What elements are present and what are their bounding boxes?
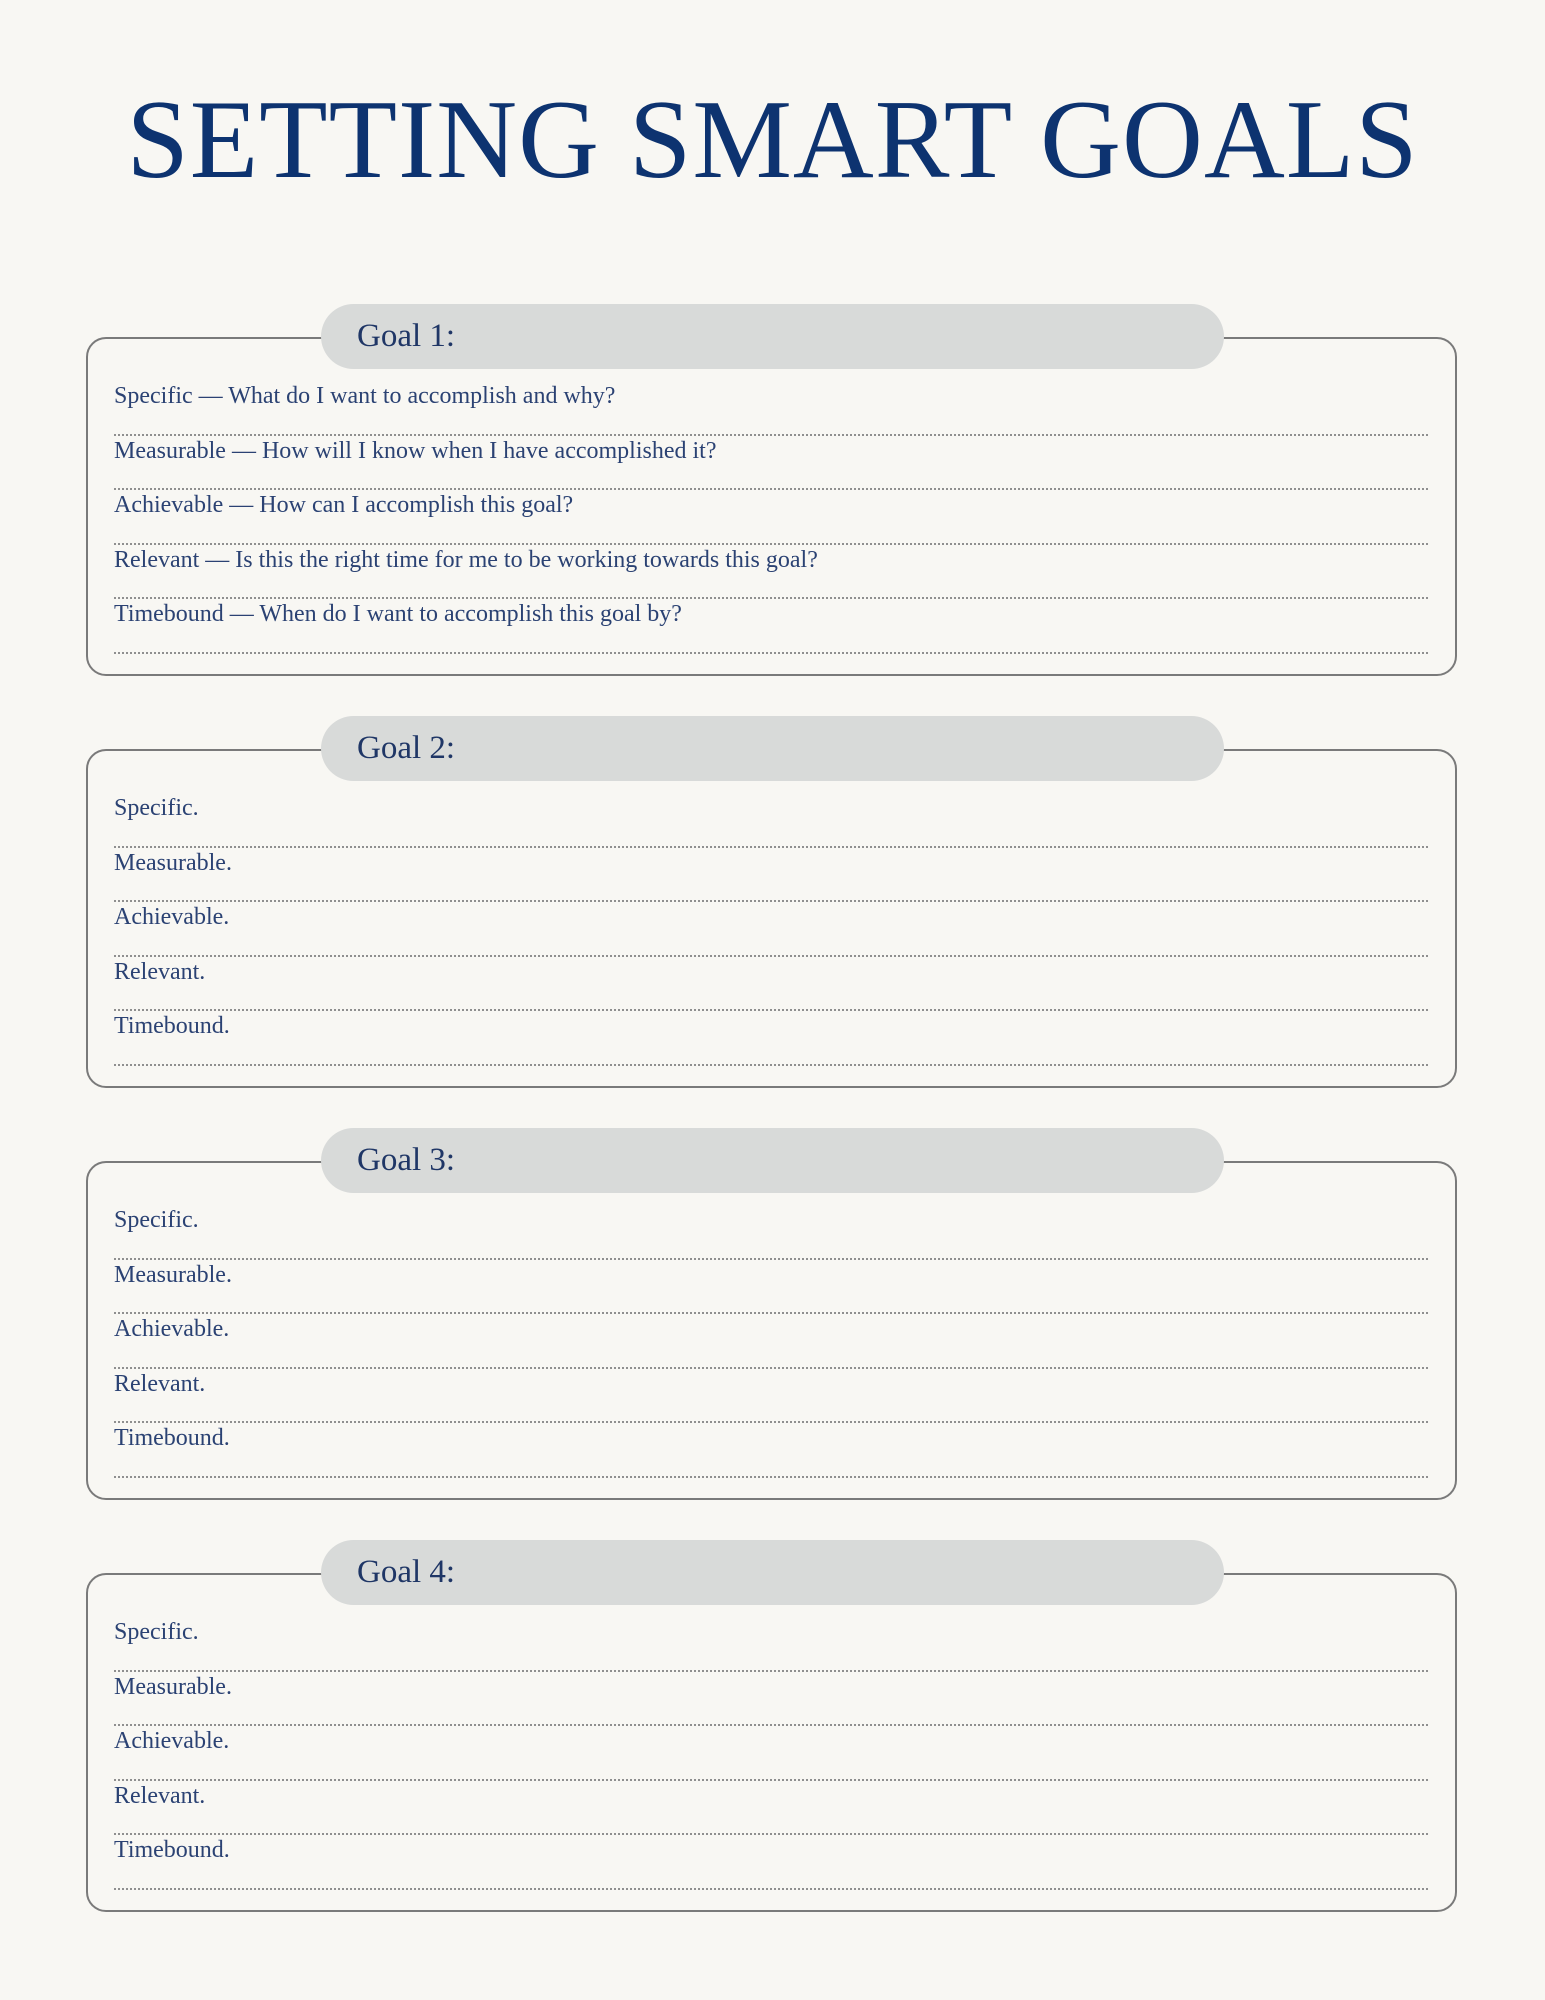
prompt-list — [114, 381, 1428, 654]
prompt-achievable[interactable]: Achievable. — [114, 1314, 1428, 1369]
prompt-measurable[interactable]: Measurable. — [114, 1672, 1428, 1727]
prompt-measurable[interactable]: Measurable. — [114, 848, 1428, 903]
page-title: SETTING SMART GOALS — [126, 78, 1419, 202]
goal-label: Goal 3: — [321, 1128, 1224, 1193]
prompt-relevant[interactable]: Relevant. — [114, 1369, 1428, 1424]
prompt-relevant[interactable]: Relevant. — [114, 957, 1428, 1012]
prompt-list — [114, 1205, 1428, 1478]
prompt-specific[interactable]: Specific. — [114, 1205, 1428, 1260]
prompt-list — [114, 1617, 1428, 1890]
prompt-timebound[interactable]: Timebound — When do I want to accomplish this goal by? — [114, 599, 1428, 654]
prompt-timebound[interactable]: Timebound. — [114, 1011, 1428, 1066]
prompt-specific[interactable]: Specific. — [114, 793, 1428, 848]
goal-label: Goal 1: — [321, 304, 1224, 369]
goal-label: Goal 4: — [321, 1540, 1224, 1605]
prompt-measurable[interactable]: Measurable — How will I know when I have accomplished it? — [114, 436, 1428, 491]
prompt-timebound[interactable]: Timebound. — [114, 1835, 1428, 1890]
prompt-relevant[interactable]: Relevant — Is this the right time for me to be working towards this goal? — [114, 545, 1428, 600]
goal-label: Goal 2: — [321, 716, 1224, 781]
goal-section-1 — [86, 304, 1459, 646]
prompt-specific[interactable]: Specific — What do I want to accomplish and why? — [114, 381, 1428, 436]
prompt-achievable[interactable]: Achievable. — [114, 902, 1428, 957]
prompt-relevant[interactable]: Relevant. — [114, 1781, 1428, 1836]
prompt-achievable[interactable]: Achievable. — [114, 1726, 1428, 1781]
goal-section-3 — [86, 1128, 1459, 1470]
prompt-achievable[interactable]: Achievable — How can I accomplish this goal? — [114, 490, 1428, 545]
prompt-specific[interactable]: Specific. — [114, 1617, 1428, 1672]
prompt-list — [114, 793, 1428, 1066]
prompt-measurable[interactable]: Measurable. — [114, 1260, 1428, 1315]
prompt-timebound[interactable]: Timebound. — [114, 1423, 1428, 1478]
goal-section-2 — [86, 716, 1459, 1058]
goal-section-4 — [86, 1540, 1459, 1882]
